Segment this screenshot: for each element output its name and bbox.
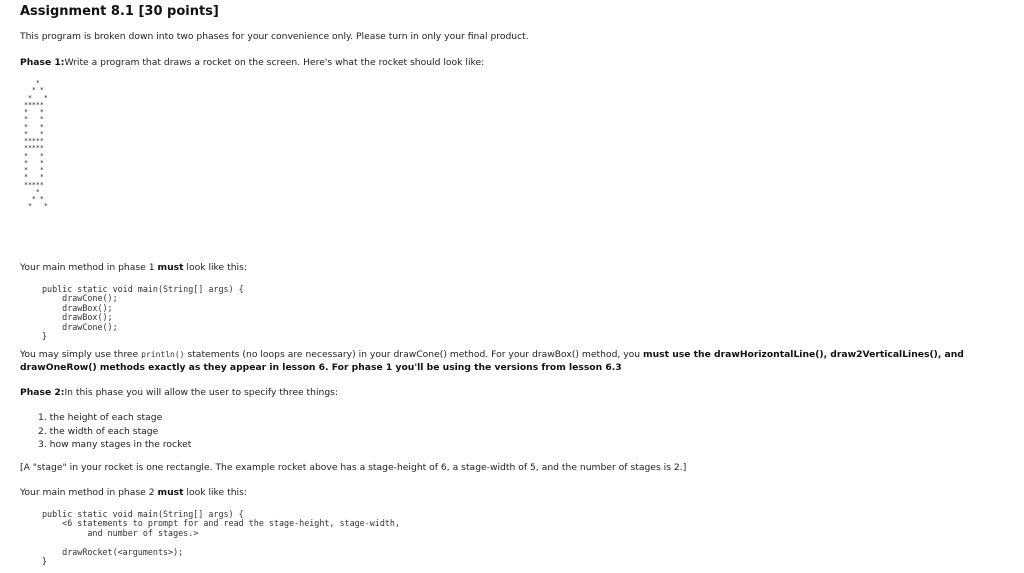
note-part1: You may simply use three: [20, 349, 142, 360]
list-item: 1. the height of each stage: [38, 412, 163, 423]
requirements-list: [38, 411, 191, 452]
main1-intro-after: look like this:: [183, 262, 247, 273]
stage-note: [A "stage" in your rocket is one rectangle. The example rocket above has a stage-height of 6, a stage-width of 5, and the number of stages is 2.]: [20, 462, 687, 473]
phase1-text: Write a program that draws a rocket on the screen. Here's what the rocket should look like:: [64, 57, 485, 68]
main2-intro-before: Your main method in phase 2: [20, 487, 158, 498]
list-item: 2. the width of each stage: [38, 425, 159, 437]
rocket-ascii-art: * * * * * ***** * * * * * * * * ***** ***** * * * * * * * * ***** * * * * *: [23, 79, 48, 211]
main2-code-block: public static void main(String[] args) { <6 statements to prompt for and read the stage-height, stage-width, and number of stages.> drawRocket(<arguments>); }: [42, 509, 400, 567]
note-paragraph-line2: [20, 362, 622, 373]
intro-paragraph: This program is broken down into two phases for your convenience only. Please turn in only your final product.: [20, 31, 529, 42]
main1-intro-before: Your main method in phase 1: [20, 262, 158, 273]
phase2-text: In this phase you will allow the user to specify three things:: [64, 387, 339, 398]
note-paragraph-line1: [20, 349, 964, 360]
note-code-println: println(): [141, 350, 185, 359]
note-bold2: drawOneRow() methods exactly as they appear in lesson 6. For phase 1 you'll be using the versions from lesson 6.3: [20, 362, 622, 373]
main2-intro: [20, 487, 247, 498]
phase2-label: Phase 2:: [20, 387, 65, 398]
main1-code-block: public static void main(String[] args) { drawCone(); drawBox(); drawBox(); drawCone(); }: [42, 284, 244, 342]
note-part2: statements (no loops are necessary) in your drawCone() method. For your drawBox() method, you: [184, 349, 644, 360]
note-bold1: must use the drawHorizontalLine(), draw2VerticalLines(), and: [643, 349, 964, 360]
assignment-title: Assignment 8.1 [30 points]: [20, 4, 219, 19]
phase1-paragraph: [20, 57, 484, 68]
main1-intro-bold: must: [157, 262, 184, 273]
main2-intro-bold: must: [157, 487, 184, 498]
main1-intro: [20, 262, 247, 273]
list-item: 3. how many stages in the rocket: [38, 439, 192, 450]
phase2-paragraph: [20, 387, 338, 398]
phase1-label: Phase 1:: [20, 57, 65, 68]
main2-intro-after: look like this:: [183, 487, 247, 498]
